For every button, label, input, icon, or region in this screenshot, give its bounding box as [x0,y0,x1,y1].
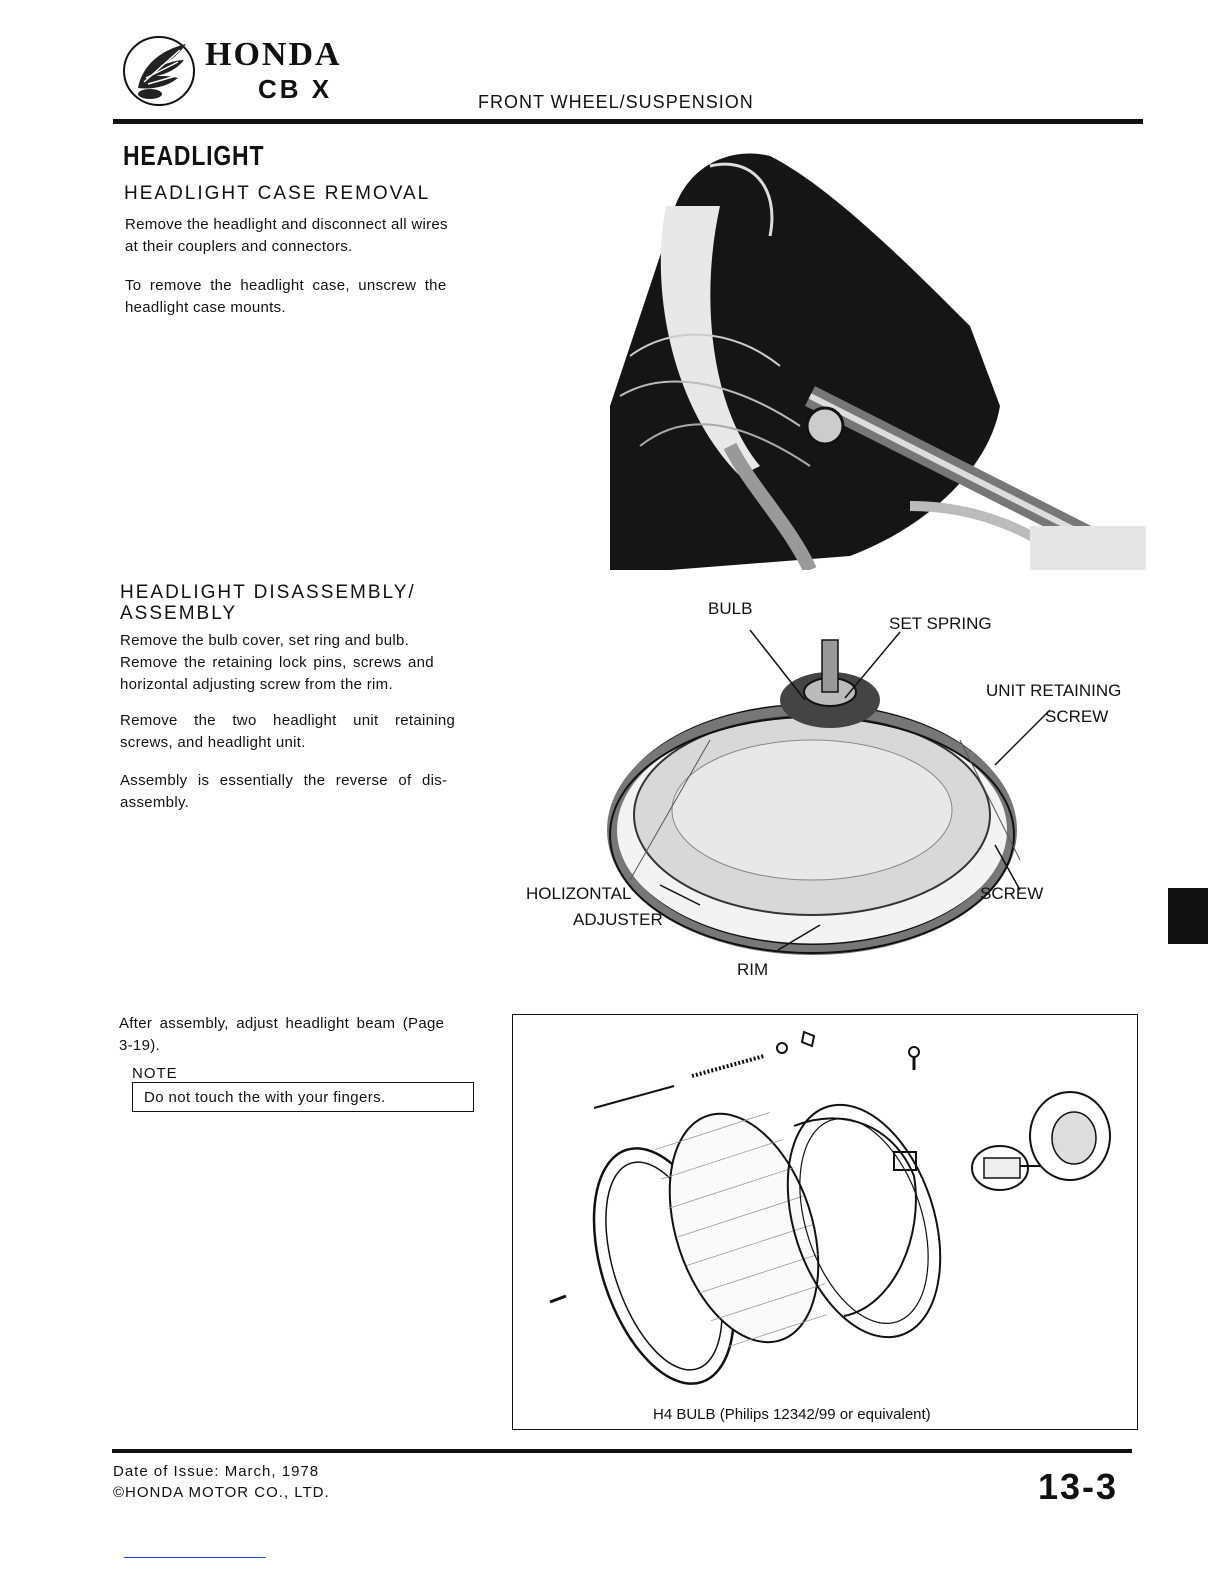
copyright: ©HONDA MOTOR CO., LTD. [113,1484,330,1501]
disassembly-p1-line3: horizontal adjusting screw from the rim. [120,676,393,693]
disassembly-p2-line2: screws, and headlight unit. [120,734,306,751]
after-assembly-line2: 3-19). [119,1037,160,1054]
label-unit-retaining: UNIT RETAINING [986,681,1122,700]
disassembly-title-line1: HEADLIGHT DISASSEMBLY/ [120,582,416,603]
label-screw-lower: SCREW [980,884,1044,903]
note-label: NOTE [132,1065,178,1082]
section-title: FRONT WHEEL/SUSPENSION [478,92,754,112]
section-tab-marker [1168,888,1208,944]
case-removal-p2-line1: To remove the headlight case, unscrew the [125,277,447,294]
label-adjuster: ADJUSTER [573,910,663,929]
label-horizontal: HOLIZONTAL [526,884,632,903]
footer-rule [112,1449,1132,1453]
label-screw-upper: SCREW [1045,707,1109,726]
disassembly-p1-line1: Remove the bulb cover, set ring and bulb. [120,632,410,649]
note-text: Do not touch the with your fingers. [144,1089,386,1106]
label-set-spring: SET SPRING [889,614,992,633]
exploded-view-diagram [514,1016,1134,1406]
label-bulb: BULB [708,599,753,618]
link-underline[interactable] [124,1557,266,1558]
figure-caption: H4 BULB (Philips 12342/99 or equivalent) [653,1406,931,1423]
after-assembly-line1: After assembly, adjust headlight beam (Page [119,1015,445,1032]
case-removal-p1-line1: Remove the headlight and disconnect all wires [125,216,448,233]
disassembly-p3-line2: assembly. [120,794,190,811]
page-number: 13-3 [1038,1466,1119,1507]
brand-name: HONDA [205,36,342,73]
model-name: CB X [258,74,333,104]
case-removal-p2-line2: headlight case mounts. [125,299,286,316]
issue-date: Date of Issue: March, 1978 [113,1463,320,1480]
disassembly-p2-line1: Remove the two headlight unit retaining [120,712,456,729]
disassembly-p1-line2: Remove the retaining lock pins, screws and [120,654,434,671]
case-removal-title: HEADLIGHT CASE REMOVAL [124,183,431,204]
honda-wing-logo [120,32,198,108]
headlight-unit-diagram [600,620,1050,970]
disassembly-title-line2: ASSEMBLY [120,603,238,624]
page-heading: HEADLIGHT [123,140,265,171]
label-rim: RIM [737,960,769,979]
disassembly-p3-line1: Assembly is essentially the reverse of dis- [120,772,448,789]
headlight-case-photo [610,146,1146,570]
case-removal-p1-line2: at their couplers and connectors. [125,238,353,255]
header-rule [113,119,1143,124]
